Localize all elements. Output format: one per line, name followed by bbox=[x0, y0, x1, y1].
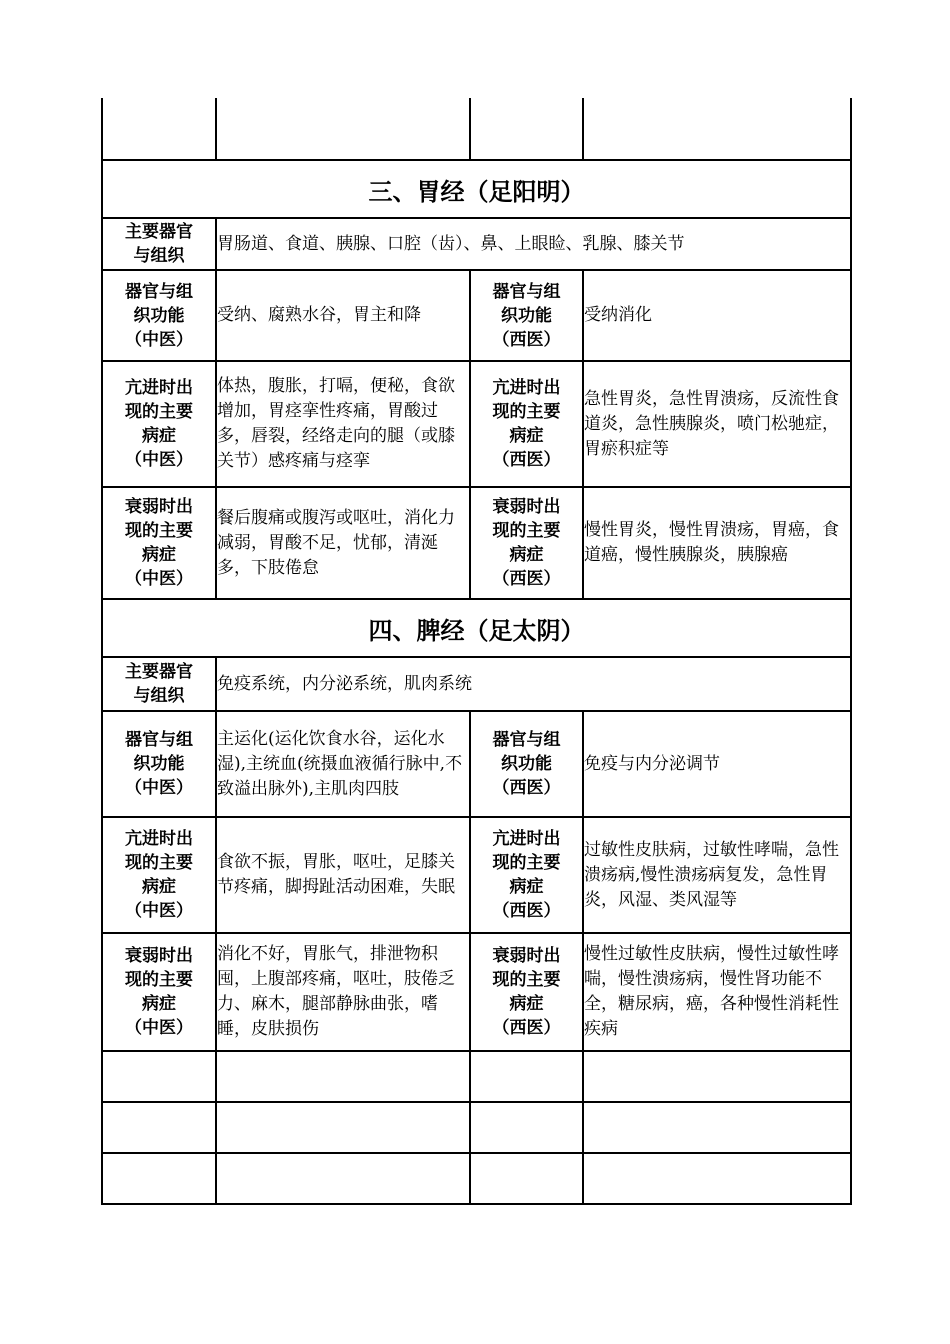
organs-label: 主要器官 与组织 bbox=[102, 218, 216, 270]
hyper-wm-value: 急性胃炎，急性胃溃疡，反流性食道炎，急性胰腺炎，喷门松驰症，胃瘀积症等 bbox=[583, 361, 851, 487]
hyper-tcm-value: 食欲不振，胃胀，呕吐，足膝关节疼痛，脚拇趾活动困难，失眠 bbox=[216, 817, 470, 933]
empty-cell bbox=[470, 1153, 583, 1204]
empty-cell bbox=[583, 1102, 851, 1153]
empty-cell bbox=[216, 1102, 470, 1153]
empty-cell bbox=[583, 98, 851, 160]
hyper-wm-value: 过敏性皮肤病，过敏性哮喘，急性溃疡病,慢性溃疡病复发，急性胃炎，风湿、类风湿等 bbox=[583, 817, 851, 933]
table-row bbox=[102, 711, 851, 817]
func-wm-value: 受纳消化 bbox=[583, 270, 851, 361]
table-row bbox=[102, 270, 851, 361]
empty-cell bbox=[583, 1051, 851, 1102]
func-tcm-label: 器官与组 织功能 （中医） bbox=[102, 711, 216, 817]
table-row bbox=[102, 487, 851, 599]
hypo-wm-value: 慢性胃炎，慢性胃溃疡，胃癌，食道癌，慢性胰腺炎，胰腺癌 bbox=[583, 487, 851, 599]
hyper-tcm-label: 亢进时出 现的主要 病症 （中医） bbox=[102, 817, 216, 933]
section-title-row bbox=[102, 599, 851, 657]
empty-cell bbox=[102, 98, 216, 160]
func-tcm-value: 主运化(运化饮食水谷，运化水湿),主统血(统摄血液循行脉中,不致溢出脉外),主肌肉四肢 bbox=[216, 711, 470, 817]
table-row bbox=[102, 218, 851, 270]
hypo-tcm-label: 衰弱时出 现的主要 病症 （中医） bbox=[102, 933, 216, 1051]
hypo-wm-value: 慢性过敏性皮肤病，慢性过敏性哮喘，慢性溃疡病，慢性肾功能不全，糖尿病，癌，各种慢性消耗性疾病 bbox=[583, 933, 851, 1051]
hyper-tcm-label: 亢进时出 现的主要 病症 （中医） bbox=[102, 361, 216, 487]
empty-cell bbox=[470, 1102, 583, 1153]
empty-cell bbox=[470, 98, 583, 160]
section-title-row bbox=[102, 160, 851, 218]
table-row bbox=[102, 657, 851, 711]
empty-cell bbox=[216, 1153, 470, 1204]
table-row bbox=[102, 933, 851, 1051]
empty-cell bbox=[102, 1153, 216, 1204]
func-tcm-label: 器官与组 织功能 （中医） bbox=[102, 270, 216, 361]
organs-value: 免疫系统，内分泌系统，肌肉系统 bbox=[216, 657, 851, 711]
table-row bbox=[102, 817, 851, 933]
empty-cell bbox=[102, 1102, 216, 1153]
hypo-wm-label: 衰弱时出 现的主要 病症 （西医） bbox=[470, 487, 583, 599]
hyper-wm-label: 亢进时出 现的主要 病症 （西医） bbox=[470, 361, 583, 487]
table-row bbox=[102, 361, 851, 487]
empty-cell bbox=[216, 98, 470, 160]
hyper-tcm-value: 体热，腹胀，打嗝，便秘，食欲增加，胃痉挛性疼痛，胃酸过多，唇裂，经络走向的腿（或膝关节）感疼痛与痉挛 bbox=[216, 361, 470, 487]
empty-row bbox=[102, 1102, 851, 1153]
meridian-table bbox=[101, 98, 852, 1205]
empty-row bbox=[102, 1051, 851, 1102]
func-wm-value: 免疫与内分泌调节 bbox=[583, 711, 851, 817]
table-row bbox=[102, 98, 851, 160]
empty-cell bbox=[470, 1051, 583, 1102]
section-title: 四、脾经（足太阴） bbox=[102, 599, 851, 657]
section-title: 三、胃经（足阳明） bbox=[102, 160, 851, 218]
func-tcm-value: 受纳、腐熟水谷，胃主和降 bbox=[216, 270, 470, 361]
empty-cell bbox=[102, 1051, 216, 1102]
func-wm-label: 器官与组 织功能 （西医） bbox=[470, 270, 583, 361]
hypo-tcm-value: 消化不好，胃胀气，排泄物积囤，上腹部疼痛，呕吐，肢倦乏力、麻木，腿部静脉曲张，嗜睡，皮肤损伤 bbox=[216, 933, 470, 1051]
hyper-wm-label: 亢进时出 现的主要 病症 （西医） bbox=[470, 817, 583, 933]
empty-row bbox=[102, 1153, 851, 1204]
hypo-tcm-label: 衰弱时出 现的主要 病症 （中医） bbox=[102, 487, 216, 599]
func-wm-label: 器官与组 织功能 （西医） bbox=[470, 711, 583, 817]
empty-cell bbox=[216, 1051, 470, 1102]
organs-label: 主要器官 与组织 bbox=[102, 657, 216, 711]
hypo-tcm-value: 餐后腹痛或腹泻或呕吐，消化力减弱，胃酸不足，忧郁，清涎多，下肢倦怠 bbox=[216, 487, 470, 599]
organs-value: 胃肠道、食道、胰腺、口腔（齿）、鼻、上眼睑、乳腺、膝关节 bbox=[216, 218, 851, 270]
hypo-wm-label: 衰弱时出 现的主要 病症 （西医） bbox=[470, 933, 583, 1051]
empty-cell bbox=[583, 1153, 851, 1204]
